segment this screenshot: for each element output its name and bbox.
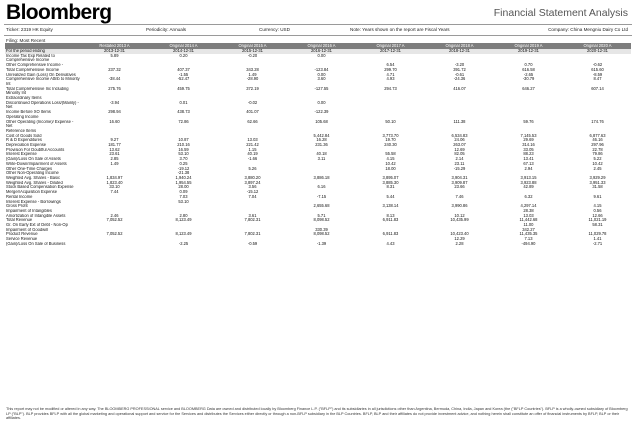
row-label: Depreciation Expense <box>6 143 47 148</box>
row-value: 3,880.20 <box>244 175 261 180</box>
row-value: 2,655.68 <box>313 204 330 209</box>
row-value: 10.12 <box>454 213 465 218</box>
row-label: Service Revenue <box>6 237 38 242</box>
row-label: Weighted Avg. Shares - Diluted <box>6 180 63 185</box>
row-value: -21.38 <box>177 171 190 176</box>
period-date: 2017-12-31 <box>380 49 401 53</box>
row-value: 607.14 <box>591 86 604 91</box>
row-value: 53.10 <box>178 152 189 157</box>
row-label: Operating Income <box>6 114 39 119</box>
period-date: 2013-12-31 <box>104 49 125 53</box>
row-value: 7,802.31 <box>244 218 261 223</box>
row-value: 22.78 <box>592 147 603 152</box>
row-value: 7,802.31 <box>244 232 261 237</box>
row-value: 42.89 <box>523 185 534 190</box>
row-value: -1.66 <box>247 157 258 162</box>
row-value: 72.86 <box>178 119 189 124</box>
row-value: 8,098.52 <box>313 232 330 237</box>
row-value: 7.13 <box>524 237 533 242</box>
row-value: 0.09 <box>179 190 188 195</box>
row-value: 4.43 <box>386 241 395 246</box>
row-value: 3,895.07 <box>382 175 399 180</box>
row-value: 16.60 <box>109 119 120 124</box>
row-label: Total Comprehensive Inc Including Minority Int <box>6 86 69 96</box>
row-value: 401.07 <box>246 110 259 115</box>
row-value: 23.11 <box>454 161 465 166</box>
row-label: Cost of Goods Sold <box>6 133 42 138</box>
row-value: 407.37 <box>177 67 190 72</box>
table-row <box>5 77 631 86</box>
row-value: 23.66 <box>454 185 465 190</box>
row-value: 88.23 <box>523 152 534 157</box>
row-label: (Gain)/Loss On Sale of Assets <box>6 157 61 162</box>
row-value: 4.71 <box>386 72 395 77</box>
row-value: 459.75 <box>177 86 190 91</box>
row-label: Weighted Avg. Shares - Basic <box>6 175 61 180</box>
row-value: 221.42 <box>246 143 259 148</box>
row-label: R & D Expenditures <box>6 138 42 143</box>
row-value: 8,123.49 <box>175 232 192 237</box>
table-row <box>5 101 631 110</box>
table-row <box>5 242 631 247</box>
row-label: Stock Based Compensation Expense <box>6 185 74 190</box>
row-value: 4.15 <box>593 204 602 209</box>
row-value: 12.69 <box>454 147 465 152</box>
row-value: 19.70 <box>385 138 396 143</box>
row-value: 1.49 <box>110 161 119 166</box>
row-value: 6.16 <box>317 185 326 190</box>
table-row <box>5 54 631 63</box>
row-value: 31.58 <box>592 185 603 190</box>
period-date: 2020-12-31 <box>587 49 608 53</box>
row-label: Rental Income <box>6 194 33 199</box>
row-value: 46.16 <box>592 138 603 143</box>
row-value: 33.05 <box>523 147 534 152</box>
row-value: 3,773.70 <box>382 133 399 138</box>
row-value: -0.02 <box>247 100 258 105</box>
row-label: Income Before XO Items <box>6 110 51 115</box>
row-value: 5.22 <box>593 157 602 162</box>
row-value: 2.28 <box>455 241 464 246</box>
row-value: -123.84 <box>314 67 329 72</box>
row-value: 8.13 <box>386 213 395 218</box>
row-value: 1,834.97 <box>106 175 123 180</box>
row-value: 275.76 <box>108 86 121 91</box>
row-value: -15.29 <box>453 166 466 171</box>
row-value: 299.70 <box>384 67 397 72</box>
row-value: -0.62 <box>592 63 603 68</box>
row-value: 58.31 <box>592 223 603 228</box>
row-value: 416.07 <box>453 86 466 91</box>
row-value: 10.42 <box>592 161 603 166</box>
column-header: Original 2018 A <box>445 43 474 48</box>
row-value: 40.19 <box>247 152 258 157</box>
row-value: 10.87 <box>178 138 189 143</box>
row-value: 6.54 <box>386 63 395 68</box>
row-label: Amortization of Intangible Assets <box>6 213 66 218</box>
table-body <box>5 54 631 247</box>
row-value: 5,442.84 <box>313 133 330 138</box>
row-value: 3,886.18 <box>313 175 330 180</box>
row-label: Interest Expense <box>6 152 37 157</box>
row-value: 12.66 <box>592 213 603 218</box>
report-header <box>0 0 636 25</box>
row-value: 2.80 <box>179 213 188 218</box>
row-value: 3,885.30 <box>382 180 399 185</box>
row-value: 11,435.35 <box>519 232 538 237</box>
row-value: 7.04 <box>248 194 257 199</box>
row-value: 294.73 <box>384 86 397 91</box>
row-value: 3,897.24 <box>244 180 261 185</box>
row-value: 11,029.78 <box>588 232 607 237</box>
row-value: 7.44 <box>110 190 119 195</box>
row-value: 6,877.63 <box>589 133 606 138</box>
row-label: Other Operating (Income)/ Expense - Net <box>6 119 74 129</box>
row-value: 3,138.14 <box>382 204 399 209</box>
row-value: 1.49 <box>248 72 257 77</box>
column-header: Original 2019 A <box>514 43 543 48</box>
row-value: 8.31 <box>386 185 395 190</box>
column-header: Original 2014 A <box>169 43 198 48</box>
row-value: 3,990.86 <box>451 204 468 209</box>
row-value: 237.32 <box>108 67 121 72</box>
company-label: Company: China Mengniu Dairy Co Ltd <box>548 27 628 32</box>
row-value: 7.46 <box>455 194 464 199</box>
row-label: Impairment of Intangibles <box>6 208 52 213</box>
row-value: 10,423.40 <box>450 232 469 237</box>
row-value: -19.12 <box>177 166 190 171</box>
row-value: 3.70 <box>179 157 188 162</box>
row-value: 12.29 <box>454 237 465 242</box>
row-value: 9.61 <box>593 194 602 199</box>
row-value: -3.94 <box>109 100 120 105</box>
row-value: 3,951.33 <box>589 180 606 185</box>
row-value: -24.36 <box>453 77 466 82</box>
row-value: 18.00 <box>385 166 396 171</box>
row-value: 40.18 <box>316 152 327 157</box>
row-value: 16.28 <box>316 138 327 143</box>
row-value: 10,435.99 <box>450 218 469 223</box>
row-value: 3,909.87 <box>451 180 468 185</box>
row-value: 5.71 <box>317 213 326 218</box>
row-value: 1.15 <box>248 147 257 152</box>
row-label: Interest Expense - Borrowings <box>6 199 61 204</box>
column-header: Original 2020 A <box>583 43 612 48</box>
row-label: Total Revenue <box>6 218 33 223</box>
row-value: 3.11 <box>317 157 326 162</box>
row-label: Impairment of Goodwill <box>6 227 48 232</box>
row-value: 28.00 <box>178 185 189 190</box>
row-value: 297.96 <box>591 143 604 148</box>
row-value: -30.79 <box>522 77 535 82</box>
row-value: 240.30 <box>384 143 397 148</box>
column-header: Original 2017 A <box>376 43 405 48</box>
row-label: Extraordinary Items <box>6 96 42 101</box>
period-date: 2014-12-31 <box>173 49 194 53</box>
row-label: (Gain)/Loss On Sale of Business <box>6 241 66 246</box>
row-value: 0.00 <box>317 100 326 105</box>
row-value: 62.66 <box>247 119 258 124</box>
row-value: -2.71 <box>592 241 603 246</box>
row-value: 79.86 <box>592 152 603 157</box>
row-value: 0.00 <box>317 72 326 77</box>
row-value: 6,911.83 <box>382 218 399 223</box>
row-value: 0.01 <box>179 100 188 105</box>
row-value: 314.16 <box>522 143 535 148</box>
row-label: Other One-Time Charges <box>6 166 53 171</box>
bloomberg-logo: Bloomberg <box>6 1 112 24</box>
row-value: 372.19 <box>246 86 259 91</box>
row-value: 0.56 <box>593 208 602 213</box>
row-value: 11,021.19 <box>588 218 607 223</box>
row-label: Reference Items <box>6 128 37 133</box>
row-value: 616.58 <box>522 67 535 72</box>
row-value: 181.77 <box>108 143 121 148</box>
meta-divider <box>4 35 632 36</box>
row-value: 7,052.52 <box>106 232 123 237</box>
row-value: -3.20 <box>454 63 465 68</box>
row-value: 11,442.68 <box>519 218 538 223</box>
row-value: 111.38 <box>453 119 466 124</box>
row-label: Other Non-Operating Income <box>6 171 59 176</box>
row-value: -2.25 <box>178 241 189 246</box>
row-label: Gr. On Early Ext of Debt - Non-Op <box>6 223 68 228</box>
column-header: Original 2016 A <box>307 43 336 48</box>
row-label: Unrealized Gain (Loss) On Derivatives <box>6 72 76 77</box>
row-value: 8,123.49 <box>175 218 192 223</box>
row-value: 3.56 <box>248 185 257 190</box>
row-value: 13.62 <box>109 147 120 152</box>
row-value: 1.41 <box>593 237 602 242</box>
header-divider <box>4 24 632 25</box>
row-value: -122.39 <box>314 110 329 115</box>
row-value: 0.20 <box>179 53 188 58</box>
row-value: -1.39 <box>316 241 327 246</box>
row-value: 55.58 <box>385 152 396 157</box>
row-value: 330.39 <box>315 227 328 232</box>
row-value: 4,297.14 <box>520 204 537 209</box>
row-value: 4.15 <box>386 157 395 162</box>
row-value: -38.44 <box>108 77 121 82</box>
row-label: Discontinued Operations Loss/(Mainly) - Net <box>6 100 79 110</box>
row-value: -494.90 <box>521 241 536 246</box>
fiscal-note: Note: Years shown on the report are Fiscal Years <box>350 27 450 32</box>
row-value: 59.76 <box>523 119 534 124</box>
period-date: 2016-12-31 <box>311 49 332 53</box>
row-value: 28.38 <box>523 208 534 213</box>
row-value: 4.93 <box>386 77 395 82</box>
row-value: 7,145.53 <box>520 133 537 138</box>
row-value: 5.26 <box>248 166 257 171</box>
row-value: 615.60 <box>591 67 604 72</box>
table-row <box>5 120 631 129</box>
row-value: 16.59 <box>178 147 189 152</box>
row-value: 7,052.52 <box>106 218 123 223</box>
row-value: 2.85 <box>110 157 119 162</box>
row-value: 2.94 <box>524 166 533 171</box>
row-value: -15.12 <box>246 190 259 195</box>
row-value: 6,911.83 <box>382 232 399 237</box>
row-value: -0.59 <box>247 241 258 246</box>
row-value: 6,534.83 <box>451 133 468 138</box>
row-value: 3.60 <box>317 77 326 82</box>
row-value: 13.41 <box>523 157 534 162</box>
row-label: Comprehensive Income Attrib to Minority Int <box>6 77 80 86</box>
row-value: 174.76 <box>591 119 604 124</box>
row-value: 298.94 <box>108 110 121 115</box>
row-value: 0.25 <box>179 161 188 166</box>
row-value: 33.10 <box>109 185 120 190</box>
period-label: For the period ending <box>6 49 45 53</box>
periodicity-label: Periodicity: Annuals <box>146 27 187 32</box>
row-label: Merger/Acquisition Expense <box>6 190 57 195</box>
row-value: 3,913.15 <box>520 175 537 180</box>
row-value: 13.03 <box>247 138 258 143</box>
row-label: Total Comprehensive Income <box>6 67 60 72</box>
disclaimer-text: This report may not be modified or altered in any way. The BLOOMBERG PROFESSIONAL service and BLOOMBERG Data are owned and distributed locally by Bloomberg Finance L.P. ("BFLP") and its subsidiaries in all jurisdictions other than Argentina, Bermuda, China, India, Japan and Korea (the ("BFLP Countries"). BFLP is a wholly-owned subsidiary of Bloomberg LP ("BLP"). BLP provides BFLP with all the global marketing and operational support and service for the Services and distributes the Services either directly or through a non-BFLP subsidiary in the BLP Countries. BFLP, BLP and their affiliates do not provide investment advice, and nothing herein shall constitute an offer of financial instruments by BFLP, BLP or their affiliates. <box>6 407 628 421</box>
row-value: 1,954.55 <box>175 180 192 185</box>
row-value: 343.28 <box>246 67 259 72</box>
financial-table <box>5 43 631 247</box>
row-value: 8.47 <box>593 77 602 82</box>
row-value: 11.00 <box>523 223 534 228</box>
row-value: -8.59 <box>592 72 603 77</box>
row-value: 6.32 <box>524 194 533 199</box>
row-value: 391.72 <box>453 67 466 72</box>
row-label: Income Tax Exp Related to Comprehensive Income <box>6 53 55 63</box>
row-label: Other Comprehensive Income - <box>6 63 64 68</box>
row-value: 3,929.29 <box>589 175 606 180</box>
row-value: 50.10 <box>385 119 396 124</box>
row-value: -52.47 <box>177 77 190 82</box>
row-value: 2.46 <box>110 213 119 218</box>
row-value: 1,823.40 <box>106 180 123 185</box>
row-value: 23.61 <box>109 152 120 157</box>
report-title: Financial Statement Analysis <box>493 7 628 19</box>
column-header: Restated 2013 A <box>99 43 130 48</box>
period-date: 2015-12-31 <box>242 49 263 53</box>
row-value: 105.68 <box>315 119 328 124</box>
row-value: 53.10 <box>178 199 189 204</box>
row-value: 10.42 <box>385 161 396 166</box>
row-value: 67.13 <box>523 161 534 166</box>
row-value: 263.07 <box>453 143 466 148</box>
row-value: 7.03 <box>179 194 188 199</box>
period-date: 2018-12-31 <box>449 49 470 53</box>
row-value: 3.61 <box>248 213 257 218</box>
row-label: Gross Profit <box>6 204 28 209</box>
row-value: 2.45 <box>593 166 602 171</box>
row-label: Product Revenue <box>6 232 38 237</box>
currency-label: Currency: USD <box>259 27 290 32</box>
row-value: -2.65 <box>523 72 534 77</box>
column-header: Original 2015 A <box>238 43 267 48</box>
row-value: 29.69 <box>523 138 534 143</box>
period-date: 2019-12-31 <box>518 49 539 53</box>
row-value: 82.05 <box>454 152 465 157</box>
row-value: 210.16 <box>177 143 190 148</box>
row-value: 24.06 <box>454 138 465 143</box>
row-value: 13.03 <box>523 213 534 218</box>
row-value: 9.27 <box>110 138 119 143</box>
row-value: 3,923.88 <box>520 180 537 185</box>
row-value: -28.90 <box>246 77 259 82</box>
row-value: 1,940.24 <box>175 175 192 180</box>
table-row <box>5 87 631 96</box>
row-label: Write-Down/Impairment of Assets <box>6 161 67 166</box>
row-value: 231.36 <box>315 143 328 148</box>
row-value: -7.15 <box>316 194 327 199</box>
row-value: 2.14 <box>455 157 464 162</box>
row-value: 0.70 <box>524 63 533 68</box>
row-value: 3,904.31 <box>451 175 468 180</box>
row-value: 646.27 <box>522 86 535 91</box>
row-value: 8,098.52 <box>313 218 330 223</box>
row-label: Provision For Doubtful Accounts <box>6 147 65 152</box>
row-value: -1.55 <box>178 72 189 77</box>
row-value: -127.55 <box>314 86 329 91</box>
row-value: 5.44 <box>386 194 395 199</box>
row-value: 5.89 <box>110 53 119 58</box>
row-value: -0.61 <box>454 72 465 77</box>
ticker-label: Ticker: 2319 HK Equity <box>6 27 53 32</box>
row-value: 342.27 <box>522 227 535 232</box>
filing-label: Filing: Most Recent <box>6 38 46 43</box>
row-value: 0.00 <box>317 53 326 58</box>
row-value: -0.20 <box>247 53 258 58</box>
row-value: 438.73 <box>177 110 190 115</box>
